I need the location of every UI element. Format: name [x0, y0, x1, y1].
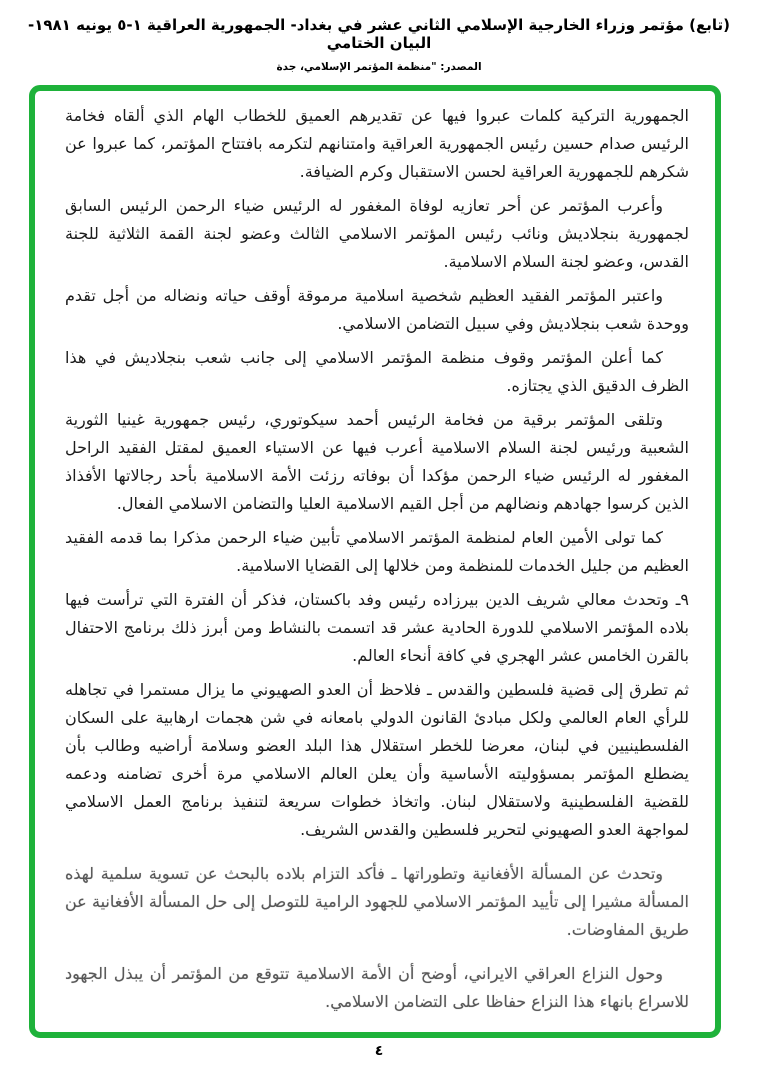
paragraph-iraq-iran: وحول النزاع العراقي الايراني، أوضح أن الأمة الاسلامية تتوقع من المؤتمر أن يبذل الجهود للاسراع بانهاء هذا النزاع حفاظا على التضامن الاسلامي. — [65, 964, 689, 1011]
paragraph-bangladesh: كما أعلن المؤتمر وقوف منظمة المؤتمر الاسلامي إلى جانب شعب بنجلاديش في هذا الظرف الدقيق الذي يجتازه. — [65, 348, 689, 395]
page-number: ٤ — [374, 1043, 384, 1059]
paragraph-condolences: وأعرب المؤتمر عن أحر تعازيه لوفاة المغفور له الرئيس ضياء الرحمن الرئيس السابق لجمهورية بنجلاديش ونائب رئيس المؤتمر الاسلامي الثالث وعضو لجنة القمة الثلاثية للجنة القدس، وعضو لجنة السلام الاسلامية. — [65, 196, 689, 271]
document-header — [0, 16, 758, 73]
paragraph-tribute: واعتبر المؤتمر الفقيد العظيم شخصية اسلامية مرموقة أوقف حياته ونضاله من أجل تقدم ووحدة شعب بنجلاديش وفي سبيل التضامن الاسلامي. — [65, 286, 689, 333]
paragraph-telegram: وتلقى المؤتمر برقية من فخامة الرئيس أحمد سيكوتوري، رئيس جمهورية غينيا الثورية الشعبية ورئيس لجنة السلام الاسلامية أعرب فيها عن الاستياء العميق لمقتل الفقيد الراحل المغفور له الرئيس ضياء الرحمن مؤكدا أن بوفاته رزئت الأمة الاسلامية بأحد رجالاتها الأفذاذ الذين كرسوا جهادهم ونضالهم من أجل القيم الاسلامية العليا والتضامن الاسلامي الفعال. — [65, 410, 689, 513]
document-body — [35, 91, 715, 1032]
document-title: (تابع) مؤتمر وزراء الخارجية الإسلامي الثاني عشر في بغداد- الجمهورية العراقية ١-٥ يونيه ١٩٨١- البيان الختامي — [27, 16, 731, 52]
paragraph-continuation: الجمهورية التركية كلمات عبروا فيها عن تقديرهم العميق للخطاب الهام الذي ألقاه فخامة الرئيس صدام حسين رئيس الجمهورية العراقية وامتنانهم لتكرمه بافتتاح المؤتمر، كما عبروا عن شكرهم للجمهورية العراقية لحسن الاستقبال وكرم الضيافة. — [65, 106, 689, 181]
paragraph-afghanistan: وتحدث عن المسألة الأفغانية وتطوراتها ـ فأكد التزام بلاده بالبحث عن تسوية سلمية لهذه المسألة مشيرا إلى تأييد المؤتمر الاسلامي للجهود الرامية للتوصل إلى حل المسألة الأفغانية عن طريق المفاوضات. — [65, 864, 689, 939]
paragraph-secretary-general: كما تولى الأمين العام لمنظمة المؤتمر الاسلامي تأبين ضياء الرحمن مذكرا بما قدمه الفقيد العظيم من جليل الخدمات للمنظمة ومن خلالها إلى القضايا الاسلامية. — [65, 528, 689, 575]
paragraph-palestine: ثم تطرق إلى قضية فلسطين والقدس ـ فلاحظ أن العدو الصهيوني ما يزال مستمرا في تجاهله للرأي العام العالمي ولكل مبادئ القانون الدولي بامعانه في شن هجمات ارهابية على السكان الفلسطينيين في لبنان، معرضا للخطر استقلال هذا البلد العضو وسلامة أراضيه وطالب بأن يضطلع المؤتمر بمسؤوليته الأساسية وأن يعلن العالم الاسلامي مرة أخرى تضامنه ودعمه للقضية الفلسطينية ولاستقلال لبنان. واتخاذ خطوات سريعة لتنفيذ برنامج العمل الاسلامي لمواجهة العدو الصهيوني لتحرير فلسطين والقدس الشريف. — [65, 680, 689, 839]
document-source-line: المصدر: "منظمة المؤتمر الإسلامي، جدة — [276, 61, 482, 73]
paragraph-item-9: ٩ـ وتحدث معالي شريف الدين بيرزاده رئيس وفد باكستان، فذكر أن الفترة التي ترأست فيها بلاده المؤتمر الاسلامي للدورة الحادية عشر قد اتسمت بالنشاط ومن أبرز ذلك برنامج الاحتفال بالقرن الخامس عشر الهجري في كافة أنحاء العالم. — [65, 590, 689, 665]
green-border-frame — [29, 85, 721, 1038]
